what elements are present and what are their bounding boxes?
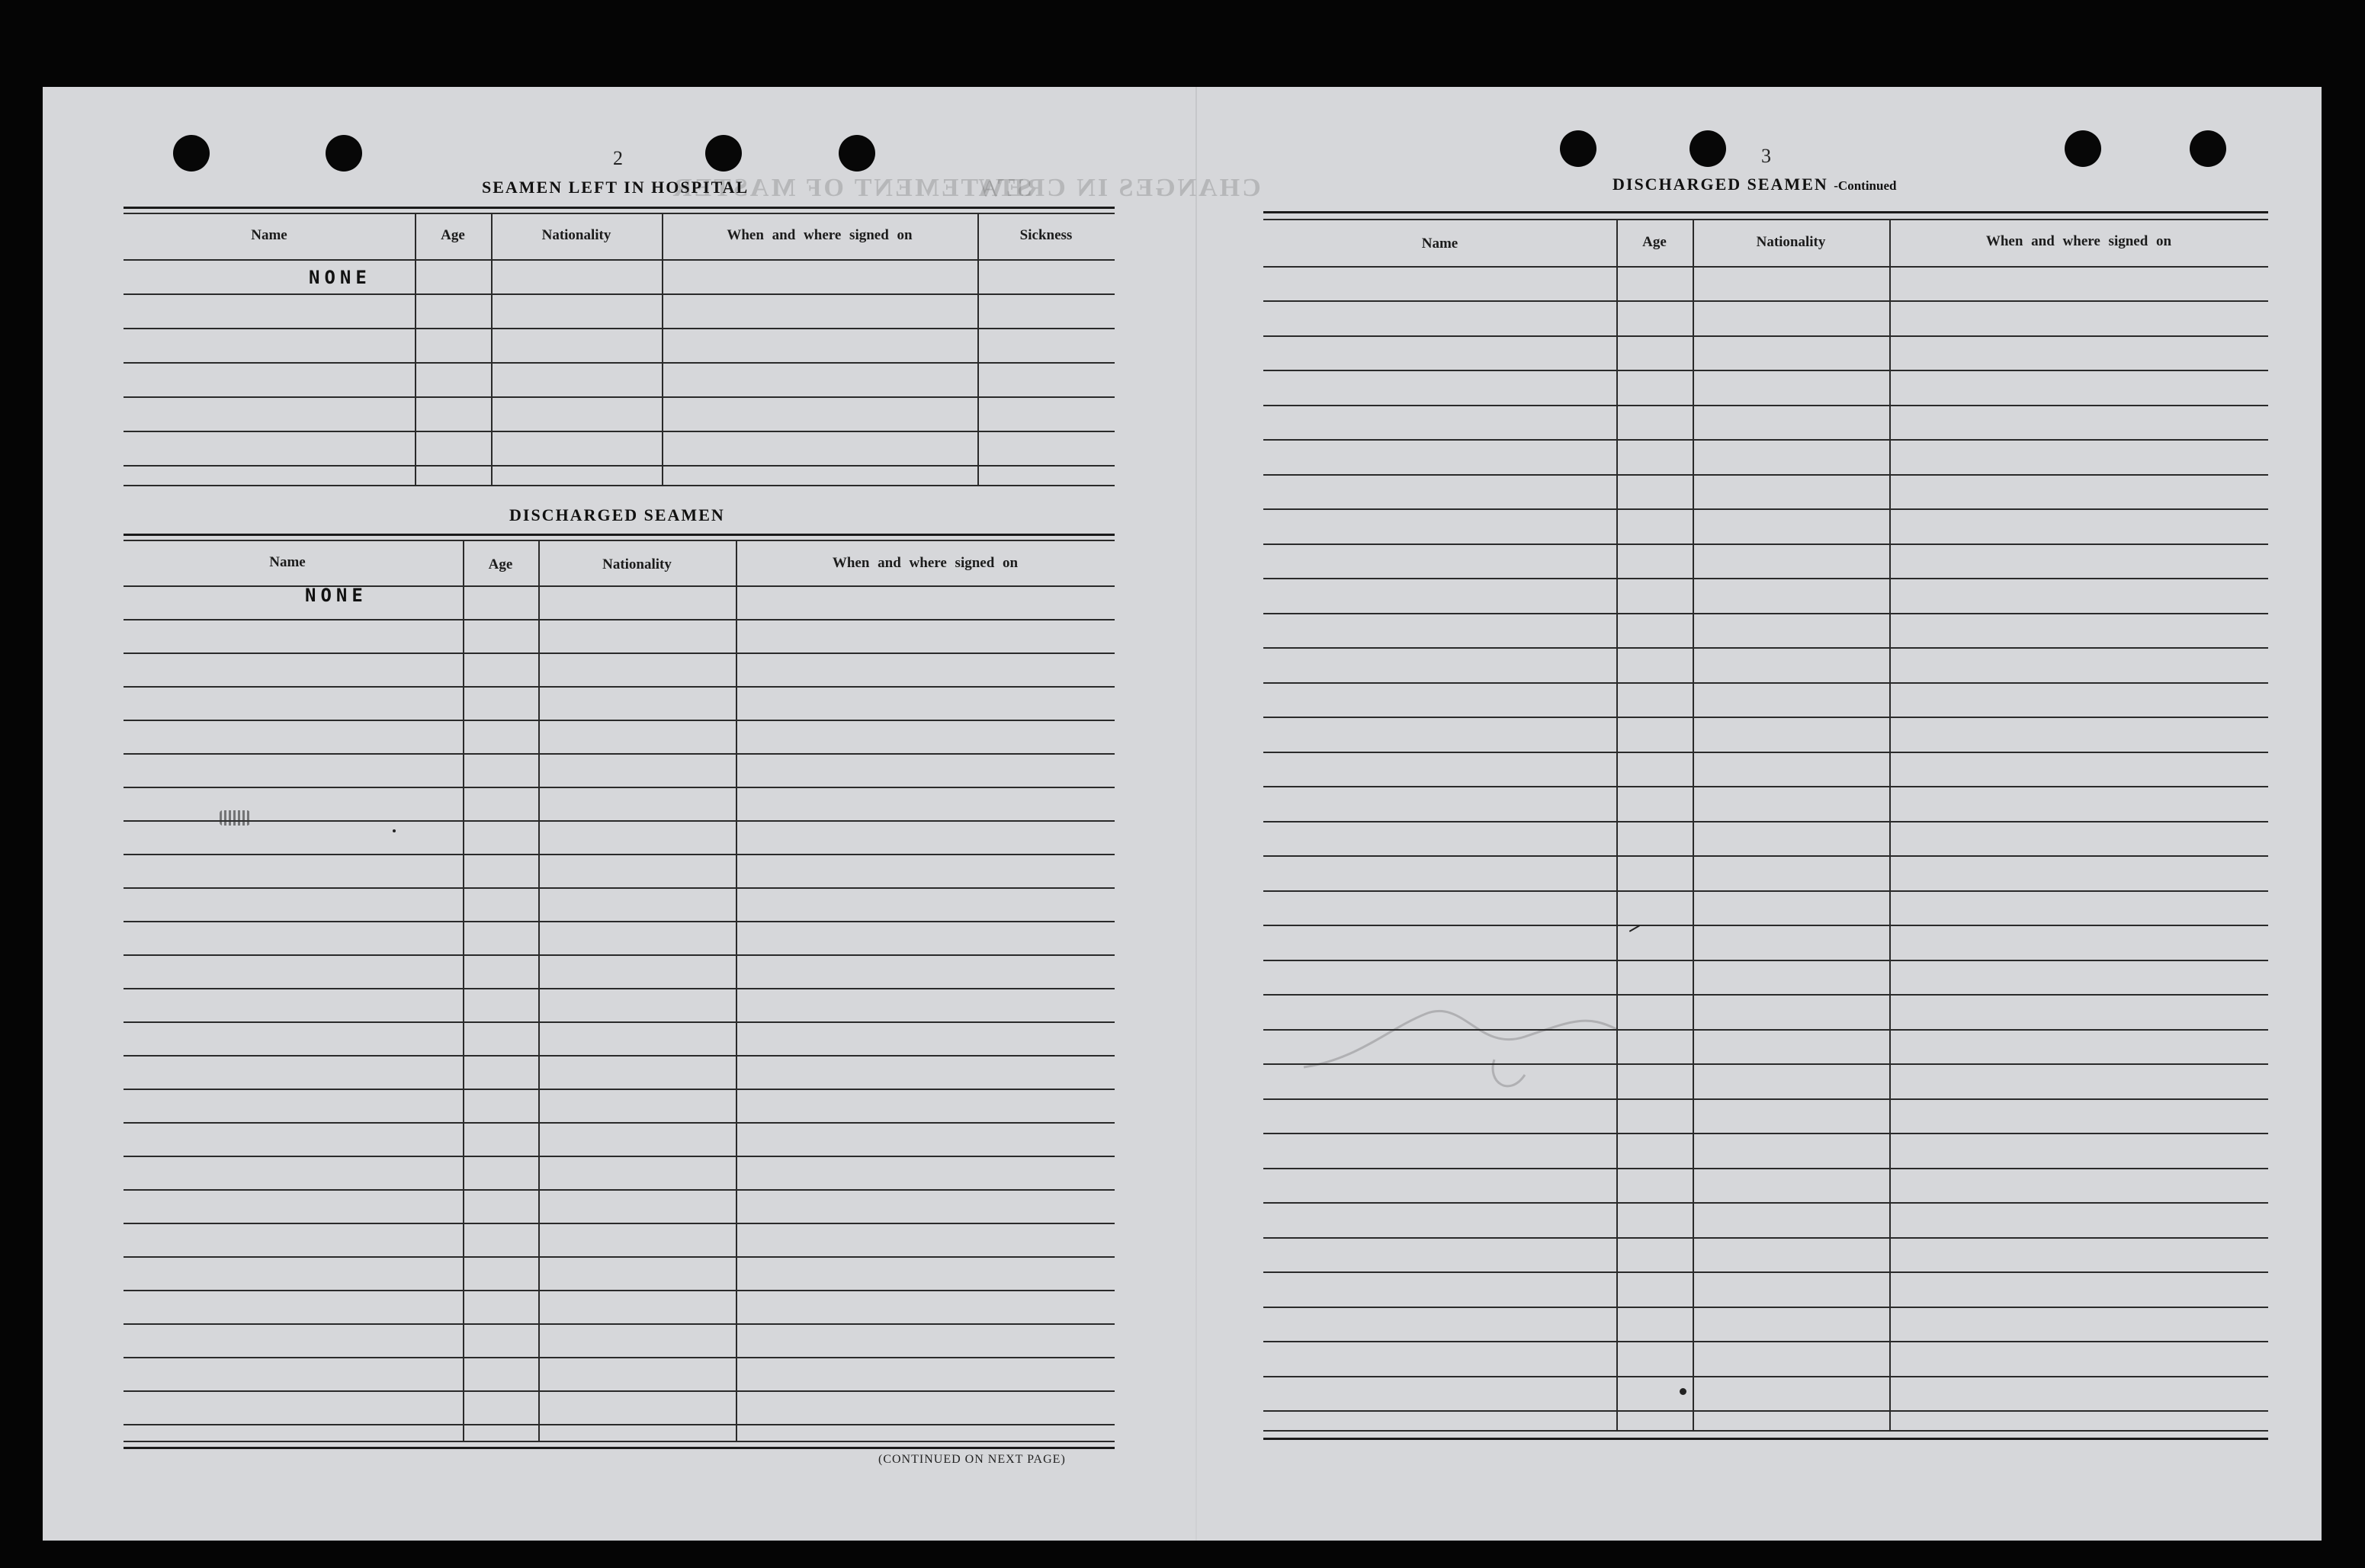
table-rule: [1263, 682, 2268, 684]
document-sheet: [43, 87, 2322, 1541]
table-rule: [124, 1424, 1115, 1425]
ink-dot: [393, 829, 396, 832]
table-rule: [1263, 1376, 2268, 1377]
table-rule: [1263, 474, 2268, 476]
column-header-nationality: Nationality: [1756, 234, 1826, 250]
table-rule: [1263, 1168, 2268, 1169]
hospital-section-title: SEAMEN LEFT IN HOSPITAL: [482, 178, 749, 197]
table-rule: [124, 585, 1115, 587]
table-rule: [1263, 786, 2268, 787]
table-rule: [1263, 647, 2268, 649]
table-rule: [1263, 1410, 2268, 1412]
table-rule: [124, 207, 1115, 209]
column-divider: [977, 213, 979, 486]
table-rule: [1263, 717, 2268, 718]
table-rule: [1263, 925, 2268, 926]
punch-hole: [2190, 130, 2226, 167]
column-header-signed-on: When and where signed on: [832, 555, 1019, 571]
column-header-signed-on: When and where signed on: [727, 227, 913, 243]
table-rule: [1263, 335, 2268, 337]
table-rule: [1263, 544, 2268, 545]
table-rule: [124, 1256, 1115, 1258]
column-divider: [1889, 220, 1891, 1432]
continued-note: (CONTINUED ON NEXT PAGE): [878, 1453, 1066, 1466]
page-fold: [1195, 87, 1197, 1541]
column-divider: [463, 540, 464, 1441]
column-header-nationality: Nationality: [541, 227, 611, 243]
column-header-age: Age: [441, 227, 465, 243]
table-rule: [1263, 266, 2268, 268]
table-rule: [124, 293, 1115, 295]
column-header-name: Name: [269, 554, 306, 570]
punch-hole: [2065, 130, 2101, 167]
hospital-entry: NONE: [309, 267, 371, 288]
table-rule: [124, 485, 1115, 486]
table-rule: [124, 328, 1115, 329]
punch-hole: [326, 135, 362, 172]
table-rule: [124, 1447, 1115, 1449]
table-rule: [124, 1357, 1115, 1358]
table-rule: [124, 686, 1115, 688]
table-rule: [124, 988, 1115, 989]
title-text: DISCHARGED SEAMEN: [1612, 175, 1828, 194]
table-rule: [124, 1323, 1115, 1325]
punch-hole: [705, 135, 742, 172]
discharged-entry: NONE: [305, 585, 367, 606]
page-number: 3: [1761, 145, 1771, 167]
punch-hole: [173, 135, 210, 172]
table-rule: [1263, 300, 2268, 302]
table-rule: [124, 1156, 1115, 1157]
table-rule: [124, 396, 1115, 398]
table-rule: [124, 259, 1115, 261]
punch-hole: [1690, 130, 1726, 167]
table-rule: [1263, 370, 2268, 371]
table-rule: [124, 887, 1115, 889]
punch-hole: [1560, 130, 1596, 167]
discharged-section-title: DISCHARGED SEAMEN: [509, 505, 725, 524]
table-rule: [1263, 1271, 2268, 1273]
table-rule: [124, 720, 1115, 721]
table-rule: [1263, 752, 2268, 753]
table-rule: [1263, 890, 2268, 892]
table-rule: [124, 1441, 1115, 1442]
column-header-name: Name: [1421, 236, 1458, 252]
table-rule: [1263, 219, 2268, 220]
table-rule: [1263, 211, 2268, 213]
table-rule: [124, 1089, 1115, 1090]
table-rule: [124, 1223, 1115, 1224]
punch-hole: [839, 135, 875, 172]
column-header-age: Age: [488, 556, 513, 572]
table-rule: [1263, 855, 2268, 857]
table-rule: [124, 753, 1115, 755]
table-rule: [124, 1122, 1115, 1124]
table-rule: [124, 1055, 1115, 1057]
table-rule: [1263, 578, 2268, 579]
table-rule: [1263, 439, 2268, 441]
table-rule: [1263, 405, 2268, 406]
table-rule: [124, 534, 1115, 536]
column-divider: [538, 540, 540, 1441]
column-divider: [491, 213, 493, 486]
table-rule: [124, 1290, 1115, 1291]
table-rule: [124, 431, 1115, 432]
bleed-through: STATEMENT OF MASTER: [671, 174, 1032, 202]
column-header-name: Name: [251, 227, 287, 243]
table-rule: [1263, 1133, 2268, 1134]
table-rule: [124, 362, 1115, 364]
discharged-continued-title: [1612, 175, 1896, 194]
table-rule: [1263, 821, 2268, 822]
table-rule: [124, 653, 1115, 654]
table-rule: [1263, 508, 2268, 510]
table-rule: [1263, 1237, 2268, 1239]
table-rule: [124, 954, 1115, 956]
column-header-age: Age: [1642, 234, 1667, 250]
table-rule: [124, 1021, 1115, 1023]
table-rule: [124, 1189, 1115, 1191]
column-divider: [736, 540, 737, 1441]
table-rule: [124, 854, 1115, 855]
table-rule: [1263, 1307, 2268, 1308]
column-header-sickness: Sickness: [1019, 227, 1073, 243]
table-rule: [1263, 1341, 2268, 1342]
column-divider: [1693, 220, 1694, 1432]
table-rule: [1263, 613, 2268, 614]
page-number: 2: [613, 147, 623, 169]
table-rule: [124, 787, 1115, 788]
column-divider: [415, 213, 416, 486]
column-header-nationality: Nationality: [602, 556, 672, 572]
table-rule: [124, 465, 1115, 467]
bleed-through-signature: [1296, 983, 1632, 1113]
column-header-signed-on: When and where signed on: [1985, 233, 2172, 249]
column-divider: [662, 213, 663, 486]
table-rule: [1263, 1438, 2268, 1440]
table-rule: [124, 213, 1115, 214]
column-divider: [1616, 220, 1618, 1432]
stamp-smudge: [220, 810, 250, 826]
table-rule: [124, 540, 1115, 541]
table-rule: [124, 820, 1115, 822]
bleed-through: CHANGES IN CREW: [976, 174, 1261, 202]
title-suffix: -Continued: [1834, 178, 1897, 193]
ink-dot: [1680, 1388, 1686, 1395]
table-rule: [124, 921, 1115, 922]
table-rule: [1263, 1202, 2268, 1204]
table-rule: [1263, 1430, 2268, 1432]
table-rule: [124, 1390, 1115, 1392]
table-rule: [1263, 960, 2268, 961]
table-rule: [124, 619, 1115, 620]
